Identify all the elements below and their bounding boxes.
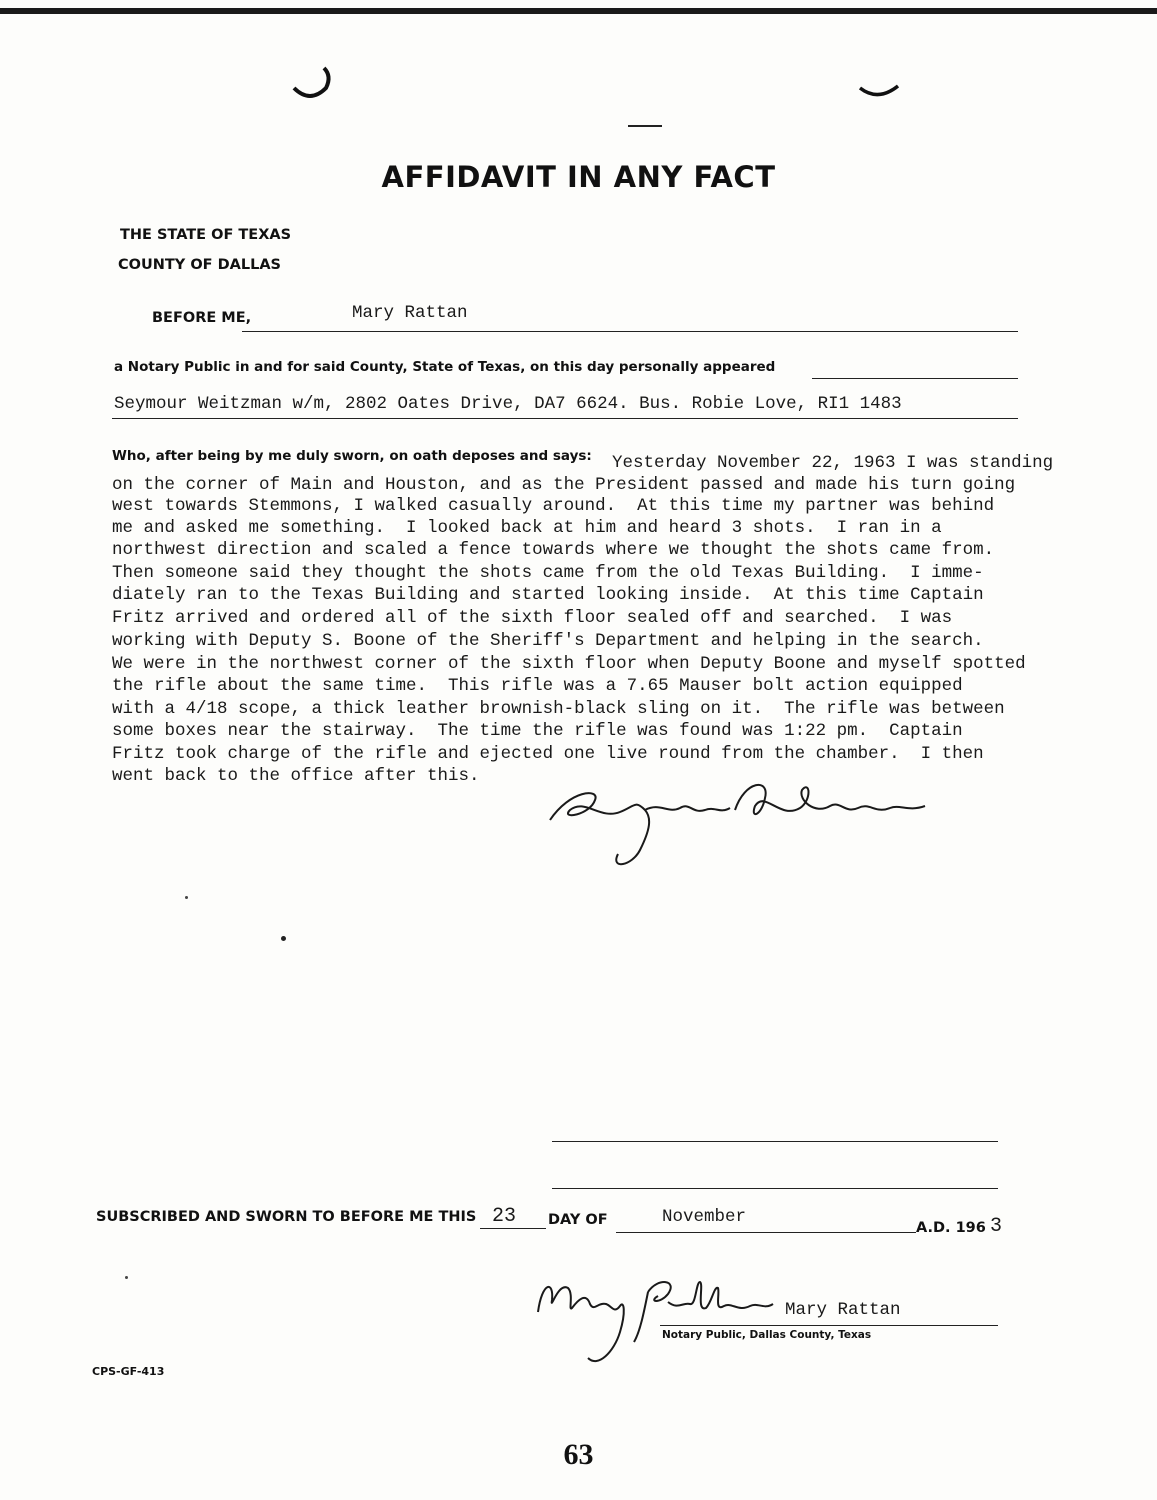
ad-year-digit: 3 xyxy=(990,1215,1003,1238)
statement-line: west towards Stemmons, I walked casually around. At this time my partner was behind xyxy=(112,496,995,516)
deposes-label: Who, after being by me duly sworn, on oath deposes and says: xyxy=(112,448,592,464)
notary-intro: a Notary Public in and for said County, State of Texas, on this day personally appeared xyxy=(114,359,776,375)
day-of-label: DAY OF xyxy=(548,1212,608,1228)
form-code: CPS-GF-413 xyxy=(92,1365,165,1378)
punch-mark-right xyxy=(856,70,906,110)
statement-line: Yesterday November 22, 1963 I was standing xyxy=(612,453,1054,473)
document-title: AFFIDAVIT IN ANY FACT xyxy=(381,160,776,194)
sworn-label: SUBSCRIBED AND SWORN TO BEFORE ME THIS xyxy=(96,1209,477,1225)
scan-speck xyxy=(185,896,188,899)
affiant-rule xyxy=(112,418,1018,419)
punch-mark-left xyxy=(288,66,338,106)
top-border xyxy=(0,8,1157,14)
notary-signature-rule xyxy=(660,1325,998,1326)
scan-speck xyxy=(281,936,286,941)
ad-label: A.D. 196 xyxy=(916,1220,986,1236)
statement-line: Fritz arrived and ordered all of the sixth floor sealed off and searched. I was xyxy=(112,608,953,628)
notary-intro-rule xyxy=(812,378,1018,379)
statement-line: me and asked me something. I looked back at him and heard 3 shots. I ran in a xyxy=(112,518,942,538)
statement-line: We were in the northwest corner of the sixth floor when Deputy Boone and myself spotted xyxy=(112,654,1026,674)
sworn-month: November xyxy=(662,1207,747,1227)
statement-line: Then someone said they thought the shots came from the old Texas Building. I imme- xyxy=(112,563,984,583)
stray-mark xyxy=(626,120,666,132)
notary-title: Notary Public, Dallas County, Texas xyxy=(662,1329,872,1341)
before-me-rule xyxy=(242,331,1018,332)
statement-line: northwest direction and scaled a fence towards where we thought the shots came from. xyxy=(112,540,995,560)
sworn-day: 23 xyxy=(492,1205,517,1228)
affiant-line: Seymour Weitzman w/m, 2802 Oates Drive, DA7 6624. Bus. Robie Love, RI1 1483 xyxy=(114,394,902,414)
statement-line: with a 4/18 scope, a thick leather brownish-black sling on it. The rifle was between xyxy=(112,699,1005,719)
statement-line: went back to the office after this. xyxy=(112,766,480,786)
affiant-signature-rule xyxy=(552,1141,998,1142)
sworn-month-rule xyxy=(616,1232,916,1233)
before-me-value: Mary Rattan xyxy=(352,303,468,323)
scan-speck xyxy=(125,1276,128,1279)
statement-line: diately ran to the Texas Building and started looking inside. At this time Captain xyxy=(112,585,984,605)
page-number: 63 xyxy=(563,1438,594,1471)
state-line: THE STATE OF TEXAS xyxy=(120,227,292,243)
county-line: COUNTY OF DALLAS xyxy=(118,257,281,273)
extra-signature-rule xyxy=(552,1188,998,1189)
sworn-day-rule xyxy=(480,1228,546,1229)
notary-signature xyxy=(528,1272,778,1372)
statement-line: the rifle about the same time. This rifle was a 7.65 Mauser bolt action equipped xyxy=(112,676,963,696)
affiant-signature xyxy=(540,770,940,880)
statement-line: on the corner of Main and Houston, and as the President passed and made his turn going xyxy=(112,475,1016,495)
statement-line: working with Deputy S. Boone of the Sheriff's Department and helping in the search. xyxy=(112,631,984,651)
statement-line: Fritz took charge of the rifle and ejected one live round from the chamber. I then xyxy=(112,744,984,764)
notary-name-typed: Mary Rattan xyxy=(785,1300,901,1320)
before-me-label: BEFORE ME, xyxy=(152,310,252,326)
statement-line: some boxes near the stairway. The time the rifle was found was 1:22 pm. Captain xyxy=(112,721,963,741)
